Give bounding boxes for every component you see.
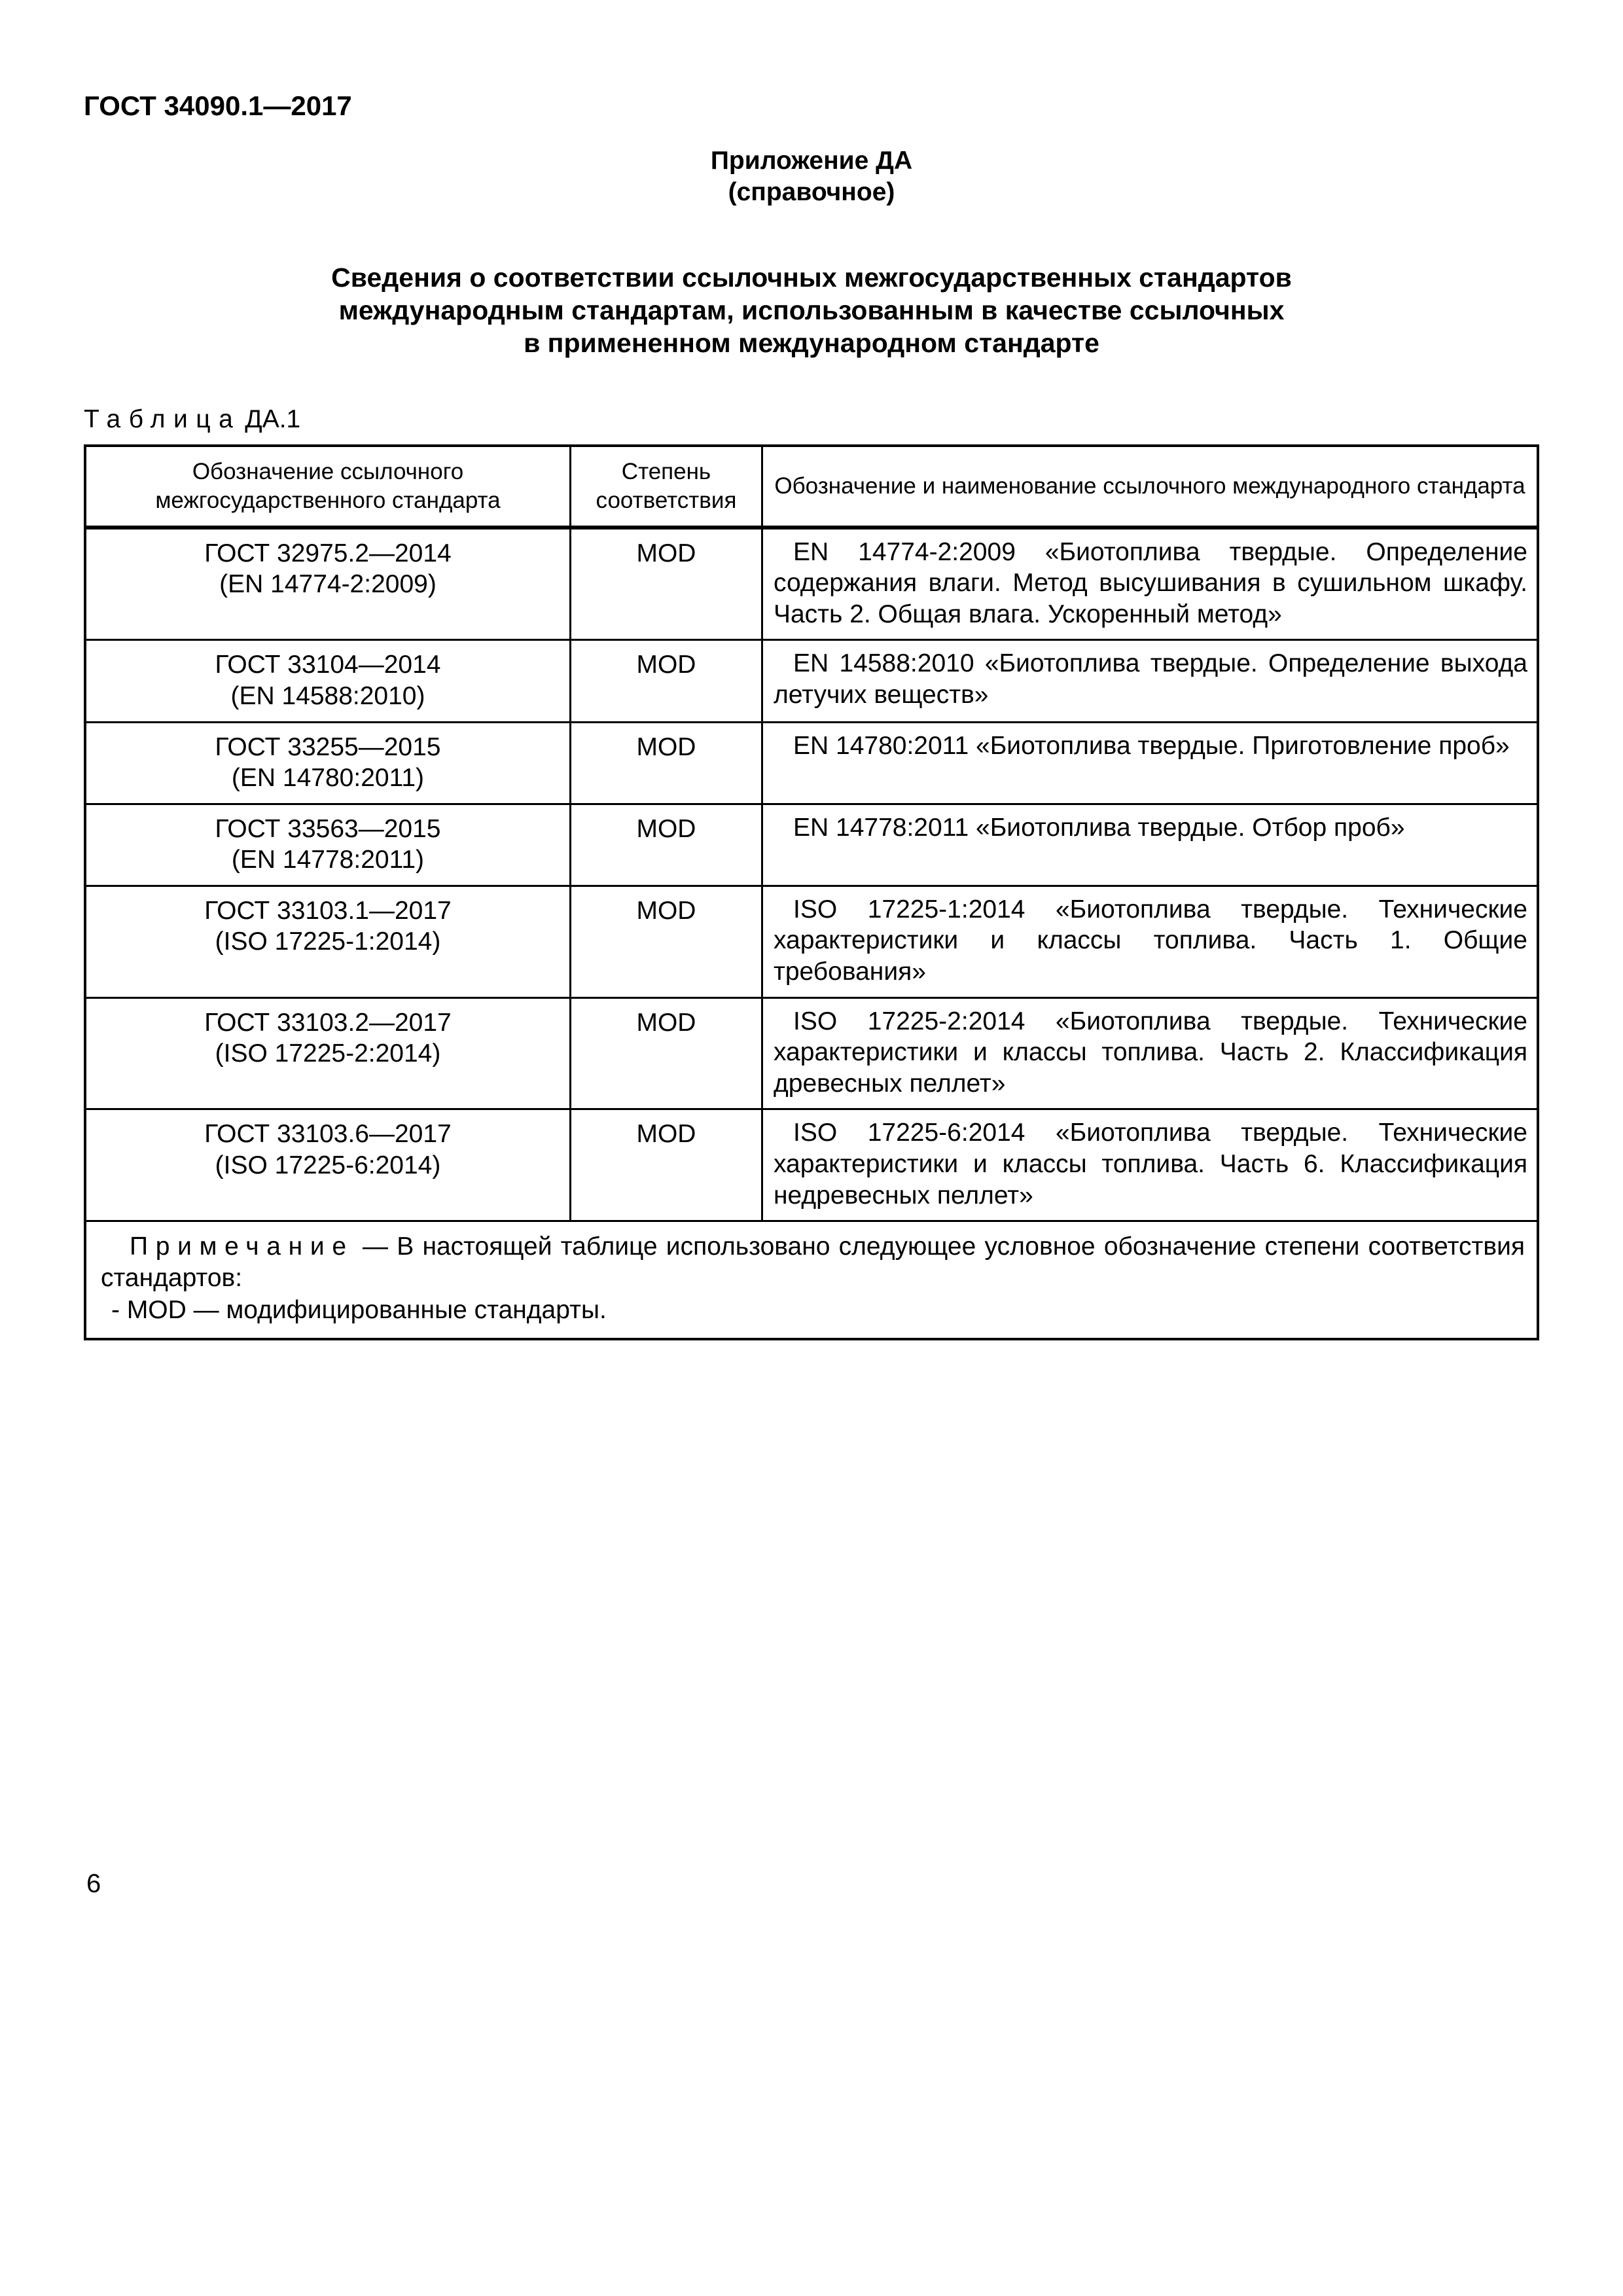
table-row bbox=[85, 528, 1538, 640]
gost-ref: (EN 14774-2:2009) bbox=[219, 570, 437, 599]
intl-standard-cell: EN 14780:2011 «Биотоплива твердые. Приготовление проб» bbox=[762, 722, 1539, 804]
gost-number: ГОСТ 33255—2015 bbox=[215, 732, 441, 761]
intl-standard-cell: ISO 17225-2:2014 «Биотоплива твердые. Технические характеристики и классы топлива. Часть 2. Классификация древесных пеллет» bbox=[762, 997, 1539, 1109]
table-note-section bbox=[85, 1221, 1538, 1339]
degree-cell: MOD bbox=[570, 722, 762, 804]
gost-standard-cell bbox=[85, 1109, 570, 1221]
gost-ref: (EN 14780:2011) bbox=[231, 764, 425, 793]
gost-ref: (ISO 17225-1:2014) bbox=[215, 927, 441, 956]
intl-standard-cell: EN 14774-2:2009 «Биотоплива твердые. Определение содержания влаги. Метод высушивания в сушильном шкафу. Часть 2. Общая влага. Ускоренный метод» bbox=[762, 528, 1539, 640]
gost-standard-cell bbox=[85, 804, 570, 886]
gost-standard-cell bbox=[85, 722, 570, 804]
table-row bbox=[85, 640, 1538, 722]
table-row bbox=[85, 1109, 1538, 1221]
table-header-row bbox=[85, 446, 1538, 528]
gost-number: ГОСТ 33103.6—2017 bbox=[204, 1120, 452, 1149]
table-row bbox=[85, 886, 1538, 997]
table-row bbox=[85, 997, 1538, 1109]
gost-standard-cell bbox=[85, 997, 570, 1109]
page-number: 6 bbox=[86, 1869, 101, 1898]
degree-cell: MOD bbox=[570, 804, 762, 886]
table-note bbox=[85, 1221, 1538, 1339]
gost-ref: (EN 14778:2011) bbox=[231, 846, 425, 874]
section-title-line-2: международным стандартам, использованным в качестве ссылочных bbox=[338, 295, 1285, 326]
gost-ref: (EN 14588:2010) bbox=[230, 682, 425, 711]
note-label: Примечание bbox=[130, 1232, 354, 1261]
appendix-title: Приложение ДА bbox=[710, 147, 913, 175]
gost-number: ГОСТ 33103.2—2017 bbox=[204, 1008, 452, 1037]
table-row bbox=[85, 722, 1538, 804]
gost-number: ГОСТ 32975.2—2014 bbox=[204, 539, 452, 567]
note-text: — В настоящей таблице использовано следующее условное обозначение степени соответствия стандартов: bbox=[101, 1232, 1525, 1292]
note-row bbox=[85, 1221, 1538, 1339]
section-title-line-3: в примененном международном стандарте bbox=[524, 328, 1099, 359]
gost-ref: (ISO 17225-2:2014) bbox=[215, 1039, 441, 1068]
gost-number: ГОСТ 33104—2014 bbox=[215, 651, 441, 679]
header-degree: Степень соответствия bbox=[570, 446, 762, 528]
table-row bbox=[85, 804, 1538, 886]
gost-number: ГОСТ 33563—2015 bbox=[215, 814, 441, 843]
degree-cell: MOD bbox=[570, 1109, 762, 1221]
intl-standard-cell: EN 14588:2010 «Биотоплива твердые. Определение выхода летучих веществ» bbox=[762, 640, 1539, 722]
table-body bbox=[85, 528, 1538, 1221]
section-title-line-1: Сведения о соответствии ссылочных межгосударственных стандартов bbox=[331, 262, 1292, 293]
table-caption-word: Таблица bbox=[84, 405, 241, 434]
section-title bbox=[84, 261, 1539, 359]
degree-cell: MOD bbox=[570, 640, 762, 722]
note-item: - MOD — модифицированные стандарты. bbox=[111, 1296, 607, 1325]
gost-standard-cell bbox=[85, 528, 570, 640]
note-paragraph bbox=[101, 1231, 1525, 1293]
table-caption-number: ДА.1 bbox=[245, 405, 301, 434]
appendix-heading bbox=[84, 145, 1539, 207]
table-caption bbox=[84, 405, 1539, 434]
intl-standard-cell: ISO 17225-6:2014 «Биотоплива твердые. Технические характеристики и классы топлива. Часть 6. Классификация недревесных пеллет» bbox=[762, 1109, 1539, 1221]
degree-cell: MOD bbox=[570, 886, 762, 997]
header-gost-standard: Обозначение ссылочного межгосударственного стандарта bbox=[85, 446, 570, 528]
gost-number: ГОСТ 33103.1—2017 bbox=[204, 896, 452, 925]
intl-standard-cell: ISO 17225-1:2014 «Биотоплива твердые. Технические характеристики и классы топлива. Часть 1. Общие требования» bbox=[762, 886, 1539, 997]
appendix-subtitle: (справочное) bbox=[728, 177, 895, 206]
intl-standard-cell: EN 14778:2011 «Биотоплива твердые. Отбор проб» bbox=[762, 804, 1539, 886]
document-code: ГОСТ 34090.1—2017 bbox=[84, 90, 352, 121]
gost-standard-cell bbox=[85, 886, 570, 997]
degree-cell: MOD bbox=[570, 528, 762, 640]
table-header bbox=[85, 446, 1538, 528]
correspondence-table bbox=[84, 444, 1539, 1340]
gost-ref: (ISO 17225-6:2014) bbox=[215, 1151, 441, 1179]
gost-standard-cell bbox=[85, 640, 570, 722]
header-intl-standard: Обозначение и наименование ссылочного международного стандарта bbox=[762, 446, 1539, 528]
degree-cell: MOD bbox=[570, 997, 762, 1109]
